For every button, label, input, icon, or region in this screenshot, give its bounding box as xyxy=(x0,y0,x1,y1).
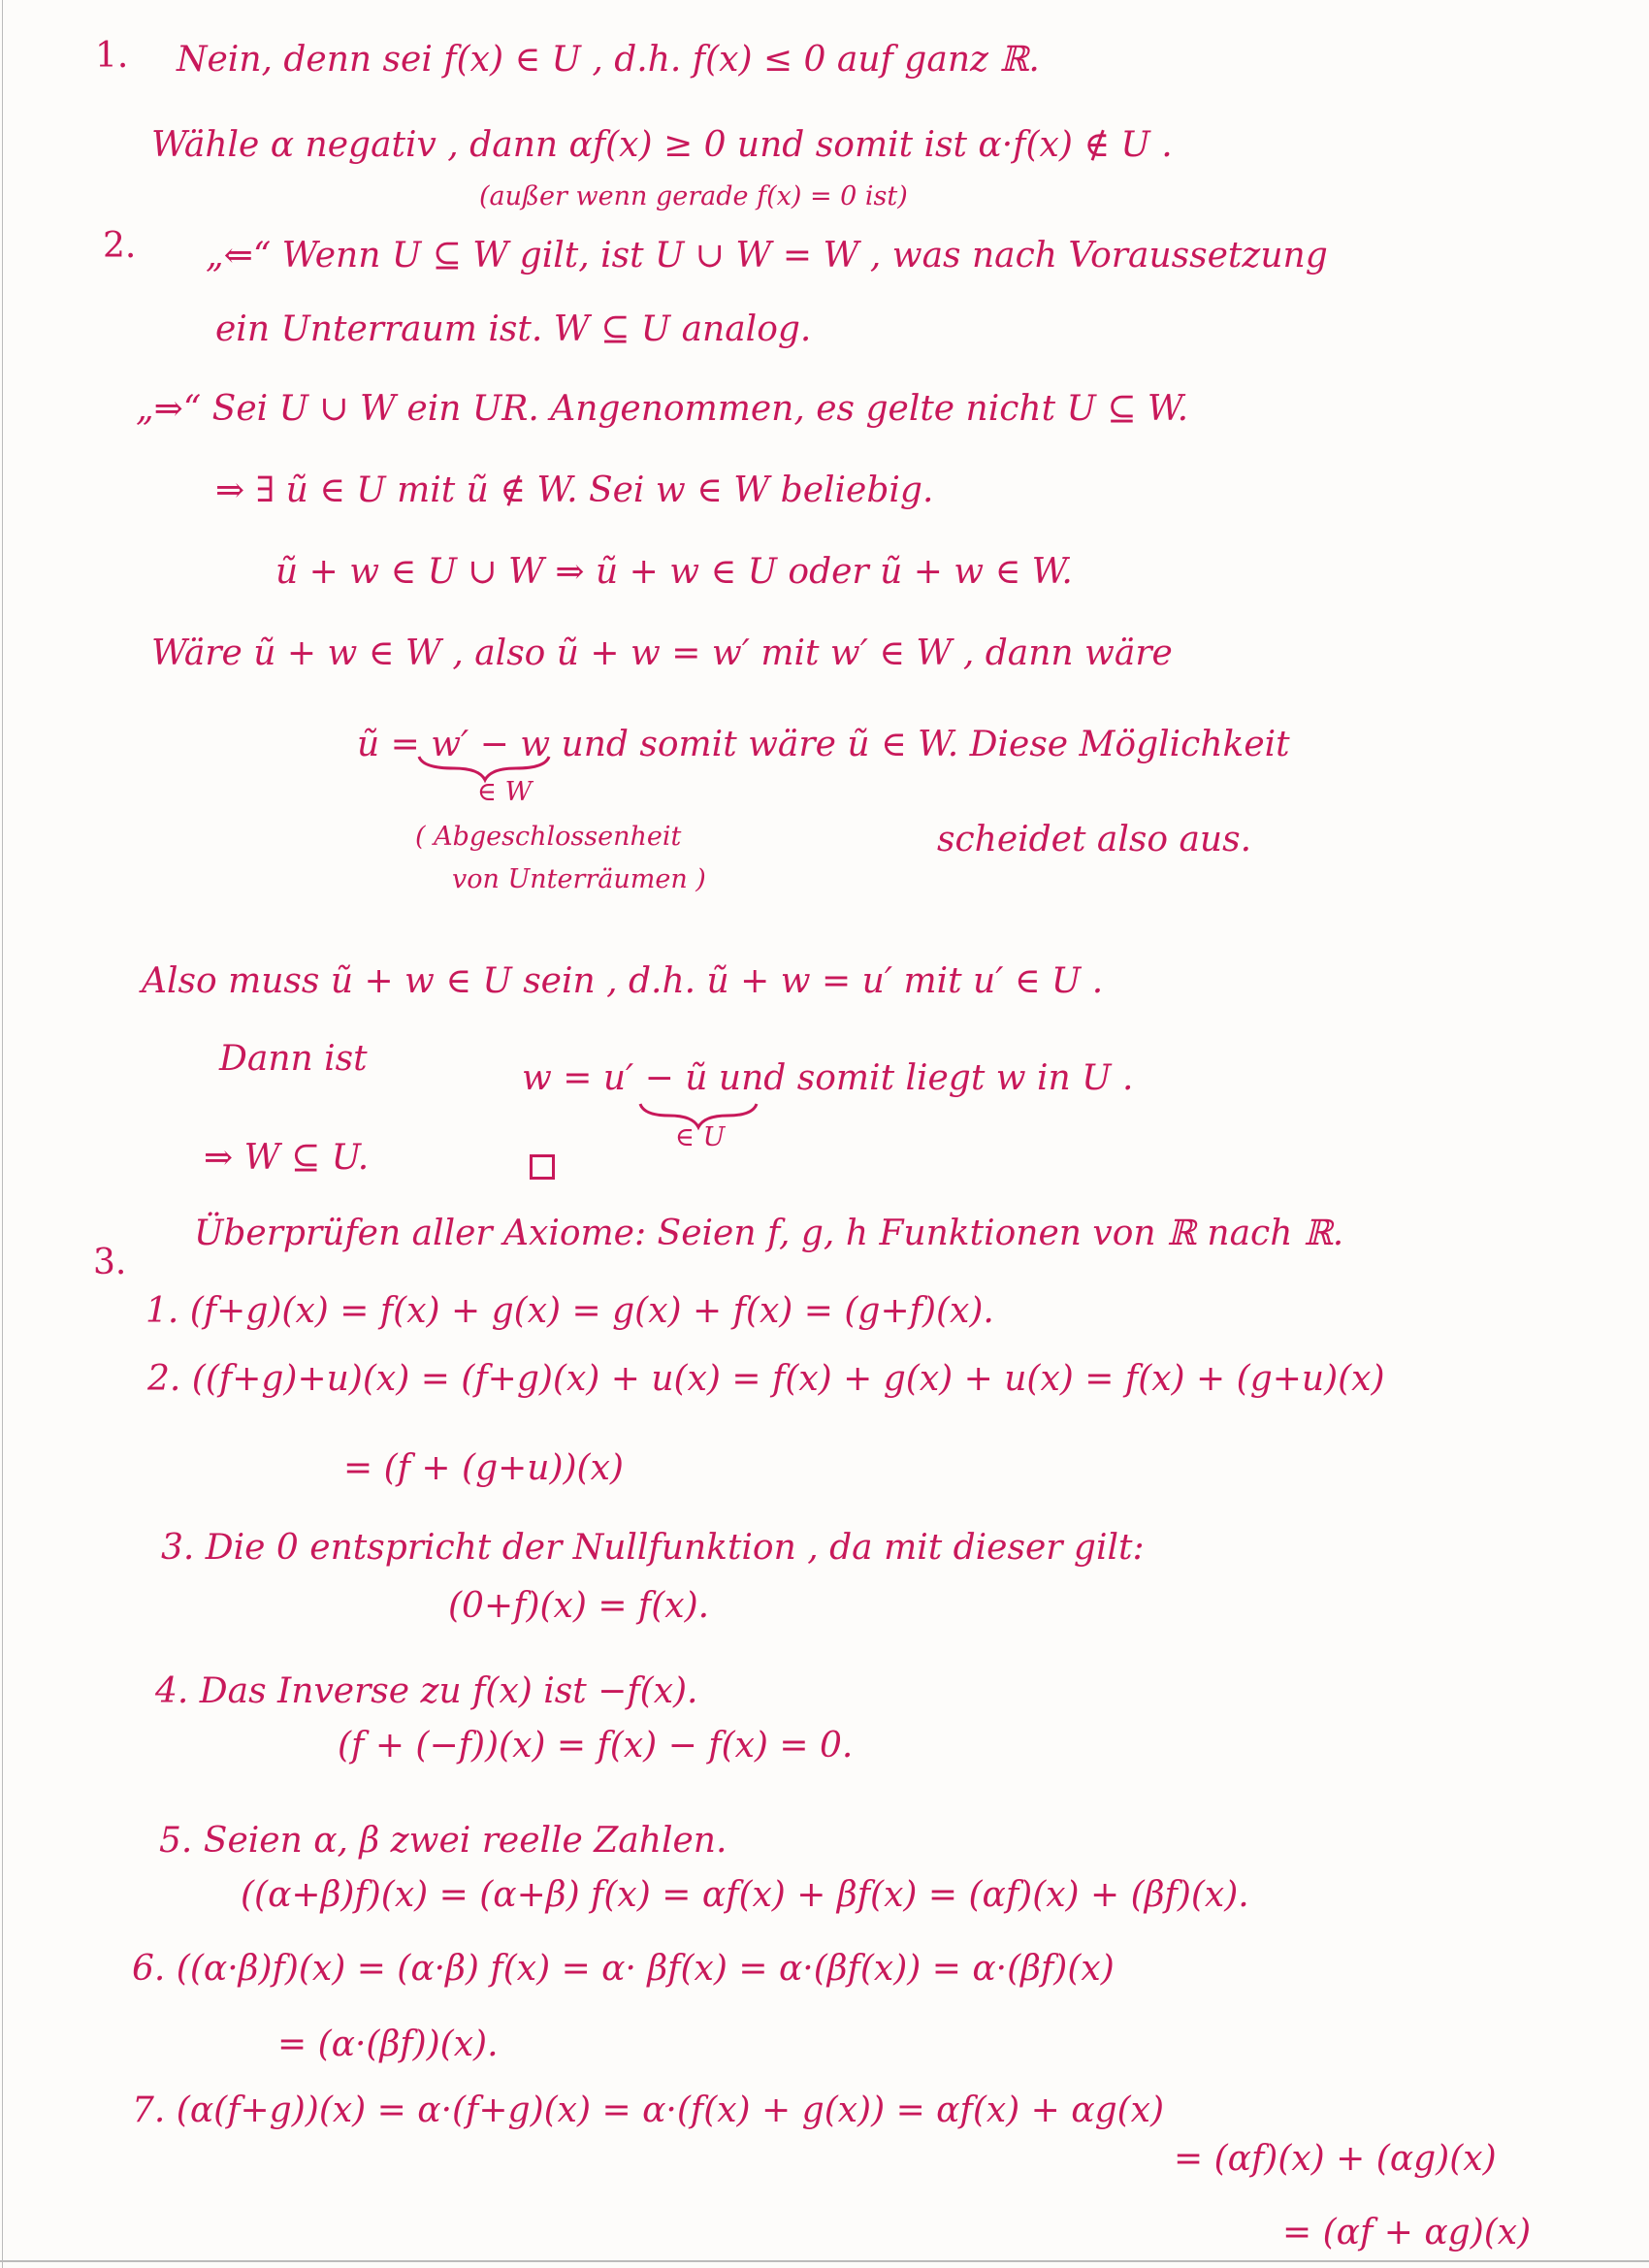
page-bottom-edge xyxy=(0,2260,1649,2262)
axiom3-line2: (0+f)(x) = f(x). xyxy=(448,1586,710,1626)
task3-intro: Überprüfen aller Axiome: Seien f, g, h Funktionen von ℝ nach ℝ. xyxy=(194,1214,1344,1253)
axiom7-line2: = (αf)(x) + (αg)(x) xyxy=(1174,2139,1497,2179)
axiom7-line3: = (αf + αg)(x) xyxy=(1282,2213,1532,2252)
task2-line4: ⇒ ∃ ũ ∈ U mit ũ ∉ W. Sei w ∈ W beliebig. xyxy=(215,470,934,510)
axiom6-line1: 6. ((α·β)f)(x) = (α·β) f(x) = α· βf(x) = α·(βf(x)) = α·(βf)(x) xyxy=(132,1949,1115,1989)
task2-line7-under: ∈ W xyxy=(477,777,533,807)
task1-number: 1. xyxy=(95,36,129,76)
task2-line11-under: ∈ U xyxy=(675,1122,726,1152)
axiom4-line1: 4. Das Inverse zu f(x) ist −f(x). xyxy=(155,1671,698,1711)
task2-line8a: ( Abgeschlossenheit xyxy=(415,822,682,852)
task2-line12: ⇒ W ⊆ U. xyxy=(204,1138,370,1178)
axiom7-line1: 7. (α(f+g))(x) = α·(f+g)(x) = α·(f(x) + g(x)) = αf(x) + αg(x) xyxy=(132,2090,1165,2130)
task2-number: 2. xyxy=(103,226,137,266)
axiom2-line2: = (f + (g+u))(x) xyxy=(343,1448,624,1488)
task1-line2: Wähle α negativ , dann αf(x) ≥ 0 und somit ist α·f(x) ∉ U . xyxy=(151,125,1173,165)
task3-number: 3. xyxy=(93,1243,127,1282)
axiom6-line2: = (α·(βf))(x). xyxy=(277,2025,499,2064)
axiom2-line1: 2. ((f+g)+u)(x) = (f+g)(x) + u(x) = f(x) + g(x) + u(x) = f(x) + (g+u)(x) xyxy=(147,1359,1385,1399)
task2-line9: von Unterräumen ) xyxy=(452,864,706,894)
axiom5-line1: 5. Seien α, β zwei reelle Zahlen. xyxy=(159,1821,728,1861)
axiom4-line2: (f + (−f))(x) = f(x) − f(x) = 0. xyxy=(338,1726,854,1766)
task2-line3: „⇒“ Sei U ∪ W ein UR. Angenommen, es gelte nicht U ⊆ W. xyxy=(136,389,1189,429)
task2-line5: ũ + w ∈ U ∪ W ⇒ ũ + w ∈ U oder ũ + w ∈ W. xyxy=(275,552,1073,592)
task2-line8b: scheidet also aus. xyxy=(937,820,1252,859)
axiom3-line1: 3. Die 0 entspricht der Nullfunktion , da mit dieser gilt: xyxy=(161,1528,1145,1568)
underbrace-u-prime-minus-u xyxy=(640,1104,757,1127)
axiom5-line2: ((α+β)f)(x) = (α+β) f(x) = αf(x) + βf(x) = (αf)(x) + (βf)(x). xyxy=(241,1875,1249,1915)
task1-line1: Nein, denn sei f(x) ∈ U , d.h. f(x) ≤ 0 auf ganz ℝ. xyxy=(177,40,1040,80)
task2-line7: ũ = w′ − w und somit wäre ũ ∈ W. Diese Möglichkeit xyxy=(357,725,1290,764)
task2-line10: Also muss ũ + w ∈ U sein , d.h. ũ + w = u′ mit u′ ∈ U . xyxy=(142,961,1104,1001)
page-left-edge xyxy=(2,0,3,2268)
task1-note: (außer wenn gerade f(x) = 0 ist) xyxy=(479,181,908,211)
task2-line11b: w = u′ − ũ und somit liegt w in U . xyxy=(522,1058,1134,1098)
underbrace-w-prime-minus-w xyxy=(419,757,549,780)
task2-line1: „⇐“ Wenn U ⊆ W gilt, ist U ∪ W = W , was nach Voraussetzung xyxy=(206,236,1328,275)
task2-line11a: Dann ist xyxy=(219,1039,368,1079)
axiom1: 1. (f+g)(x) = f(x) + g(x) = g(x) + f(x) = (g+f)(x). xyxy=(146,1291,994,1331)
task2-line6: Wäre ũ + w ∈ W , also ũ + w = w′ mit w′ ∈ W , dann wäre xyxy=(151,633,1173,673)
task2-line2: ein Unterraum ist. W ⊆ U analog. xyxy=(215,309,812,349)
